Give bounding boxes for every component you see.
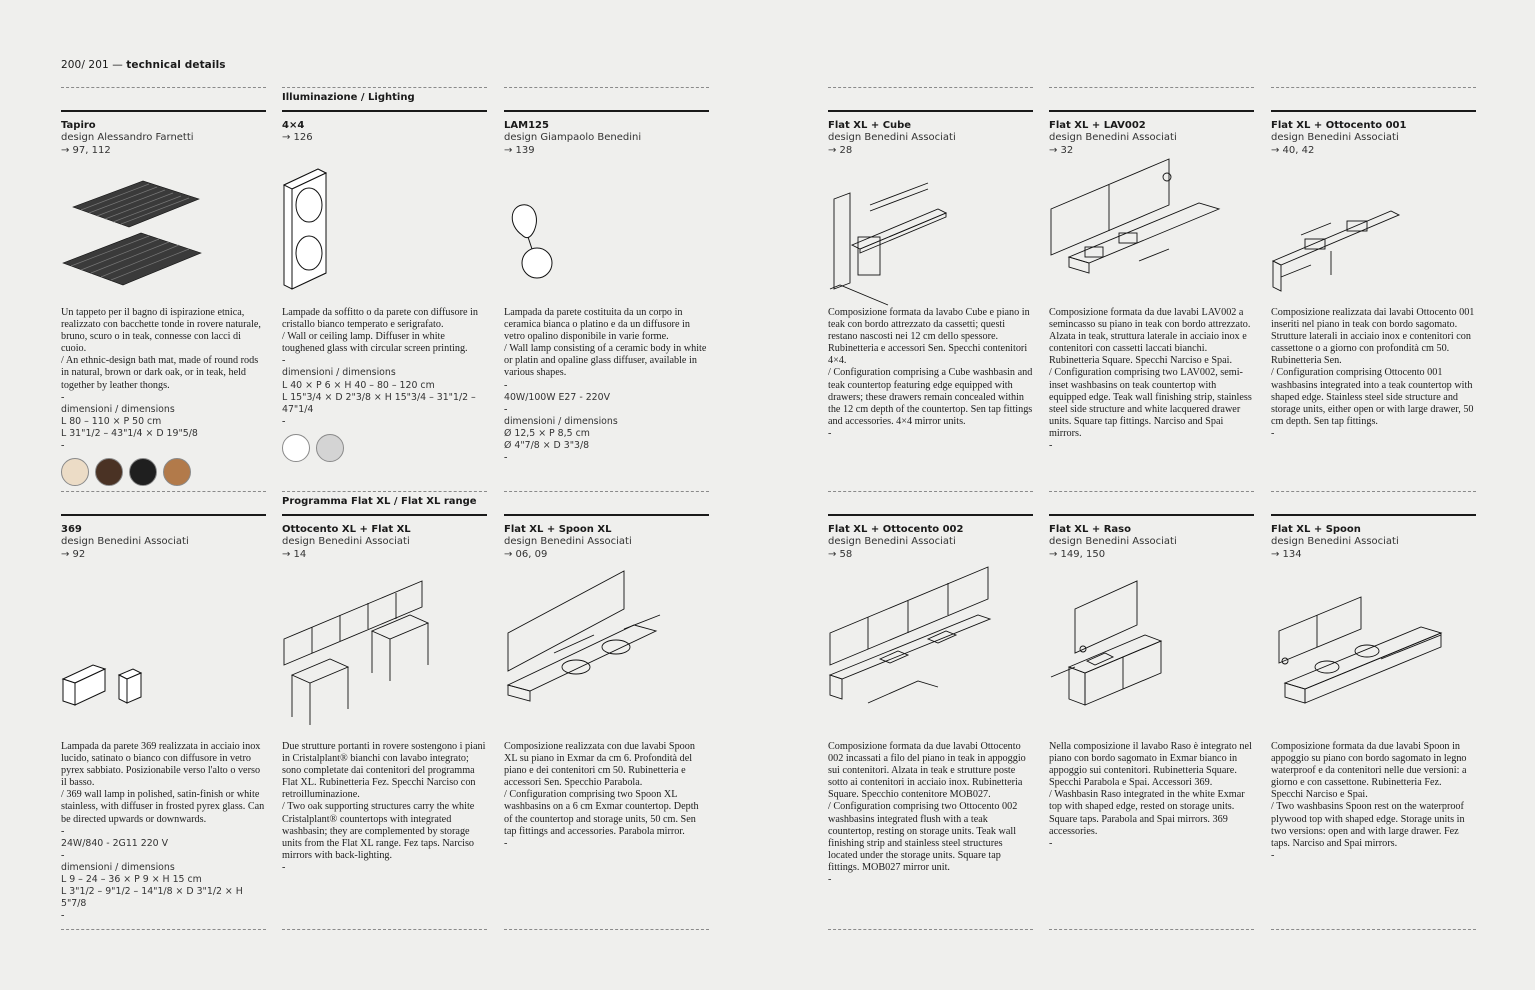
page-header — [61, 59, 226, 71]
description-en: / Configuration comprising two Ottocento 002 washbasins integrated flush with a teak countertop, resting on storage units. Teak wall finishing strip and stainless steel structures located under the storage units. Square tap fittings. MOB027 mirror unit. — [828, 801, 1018, 873]
description-en: / 369 wall lamp in polished, satin-finish or white stainless, with diffuser in frosted pyrex glass. Can be directed upwards or downwards. — [61, 789, 265, 825]
page-title: technical details — [126, 59, 226, 71]
product-name: Flat XL + Raso — [1049, 524, 1131, 535]
product-designer: design Benedini Associati — [828, 536, 956, 548]
product-369 — [61, 491, 266, 931]
divider — [504, 110, 709, 112]
dimensions-imperial: L 15"3/4 × D 2"3/8 × H 15"3/4 – 31"1/2 – 47"1/4 — [282, 391, 476, 415]
description-it: Lampade da soffitto o da parete con diffusore in cristallo bianco temperato e serigrafato. — [282, 307, 478, 331]
description-it: Lampada da parete 369 realizzata in acciaio inox lucido, satinato o bianco con diffusore in vetro pyrex sabbiato. Posizionabile verso l'alto o verso il basso. — [61, 741, 261, 789]
ottocento-xl-flat-xl-illustration — [282, 569, 487, 709]
product-page-ref[interactable]: → 28 — [828, 144, 853, 156]
product-meta — [828, 120, 1033, 157]
product-flat-xl-cube — [828, 87, 1033, 492]
divider — [282, 110, 487, 112]
product-flat-xl-spoon-xl — [504, 491, 709, 931]
product-page-ref[interactable]: → 58 — [828, 548, 853, 560]
product-name: Flat XL + Ottocento 002 — [828, 524, 964, 535]
product-name: LAM125 — [504, 120, 549, 131]
flat-xl-spoon-illustration — [1271, 569, 1476, 709]
product-meta — [61, 524, 266, 561]
tapiro-mat-illustration — [61, 165, 266, 305]
product-meta — [1049, 524, 1254, 561]
product-meta — [282, 524, 487, 561]
description-en: / Wall lamp consisting of a ceramic body in white or platin and opaline glass diffuser, available in various shapes. — [504, 343, 707, 379]
divider — [61, 110, 266, 112]
description-en: / Configuration comprising two Spoon XL washbasins on a 6 cm Exmar countertop. Depth of the countertop and storage units, 50 cm. Sen tap fittings and accessories. Parabola mirror. — [504, 789, 699, 837]
product-name: 4×4 — [282, 120, 305, 131]
product-page-ref[interactable]: → 134 — [1271, 548, 1302, 560]
product-description: Un tappeto per il bagno di ispirazione etnica, realizzato con bacchette tonde in rovere naturale, bruno, scuro o in teak, connesse con lacci di cuoio. / An ethnic-design bath mat, made of round rods in natural, brown or dark oak, or in teak, held together by leather thongs. - dimensioni / dimensions L 80 – 110 × P 50 cm L 31"1/2 – 43"1/4 × D 19"5/8 - — [61, 307, 266, 486]
divider — [504, 87, 709, 88]
product-flat-xl-lav002 — [1049, 87, 1254, 492]
product-name: 369 — [61, 524, 82, 535]
product-page-ref[interactable]: → 139 — [504, 144, 535, 156]
divider — [1049, 929, 1254, 930]
description-it: Composizione formata da due lavabi Ottocento 002 incassati a filo del piano in teak in appoggio sui contenitori. Alzata in teak e strutture poste sotto ai contenitori in acciaio inox. Rubinetteria Square. Specchio contenitore MOB027. — [828, 741, 1026, 801]
swatch-brown-oak[interactable] — [95, 458, 123, 486]
divider — [504, 929, 709, 930]
product-designer: design Benedini Associati — [1049, 536, 1177, 548]
product-meta — [61, 120, 266, 157]
product-flat-xl-ottocento-001 — [1271, 87, 1476, 492]
product-page-ref[interactable]: → 06, 09 — [504, 548, 548, 560]
swatch-teak[interactable] — [163, 458, 191, 486]
product-description: Due strutture portanti in rovere sostengono i piani in Cristalplant® bianchi con lavabo integrato; sono completate dai contenitori del programma Flat XL. Rubinetteria Fez. Specchi Narciso con retroilluminazione. / Two oak supporting structures carry the white Cristalplant® countertops with integrated washbasin; they are complemented by storage units from the Flat XL range. Fez taps. Narciso mirrors with back-lighting. - — [282, 741, 486, 873]
swatch-dark-oak[interactable] — [129, 458, 157, 486]
flat-xl-ottocento-001-illustration — [1271, 165, 1476, 305]
description-it: Composizione realizzata con due lavabi Spoon XL su piano in Exmar da cm 6. Profondità del piano e dei contenitori cm 50. Rubinetteria e accessori Sen. Specchio Parabola. — [504, 741, 695, 789]
product-meta — [282, 120, 487, 145]
product-designer: design Benedini Associati — [828, 132, 956, 144]
dimensions-metric: Ø 12,5 × P 8,5 cm — [504, 427, 590, 439]
dimensions-imperial: L 3"1/2 – 9"1/2 – 14"1/8 × D 3"1/2 × H 5"7/8 — [61, 886, 243, 910]
product-flat-xl-spoon — [1271, 491, 1476, 931]
divider — [828, 110, 1033, 112]
product-name: Flat XL + Cube — [828, 120, 912, 131]
swatch-natural-oak[interactable] — [61, 458, 89, 486]
product-name: Ottocento XL + Flat XL — [282, 524, 411, 535]
product-designer: design Benedini Associati — [1271, 536, 1399, 548]
description-it: Lampada da parete costituita da un corpo in ceramica bianca o platino e da un diffusore in vetro opalino disponibile in varie forme. — [504, 307, 690, 343]
dimensions-label: dimensioni / dimensions — [61, 403, 175, 415]
divider — [282, 491, 487, 492]
flat-xl-raso-illustration — [1049, 569, 1254, 709]
divider — [1049, 491, 1254, 492]
product-designer: design Benedini Associati — [1049, 132, 1177, 144]
product-name: Flat XL + LAV002 — [1049, 120, 1146, 131]
swatch-white[interactable] — [282, 434, 310, 462]
description-it: Composizione formata da lavabo Cube e piano in teak con bordo attrezzato da cassetti; questi restano nascosti nei 12 cm dello spessore. Rubinetteria e accessori Sen. Specchi contenitori 4×4. — [828, 307, 1030, 367]
divider — [61, 929, 266, 930]
dimensions-label: dimensioni / dimensions — [504, 415, 618, 427]
product-lam125 — [504, 87, 709, 492]
4x4-lamp-illustration — [282, 165, 487, 305]
product-designer: design Benedini Associati — [504, 536, 632, 548]
product-description: Lampada da parete costituita da un corpo in ceramica bianca o platino e da un diffusore in vetro opalino disponibile in varie forme. / Wall lamp consisting of a ceramic body in white or platin and opaline glass diffuser, available in various shapes. - 40W/100W E27 - 220V - dimensioni / dimensions Ø 12,5 × P 8,5 cm Ø 4"7/8 × D 3"3/8 - — [504, 307, 709, 464]
product-description: Nella composizione il lavabo Raso è integrato nel piano con bordo sagomato in Exmar bianco in appoggio sui contenitori. Rubinetteria Square. Specchi Parabola e Spai. Accessori 369. / Washbasin Raso integrated in the white Exmar top with shaped edge, rested on storage units. Square taps. Parabola and Spai mirrors. 369 accessories. - — [1049, 741, 1254, 850]
divider — [828, 514, 1033, 516]
dimensions-label: dimensioni / dimensions — [282, 367, 396, 379]
description-it: Nella composizione il lavabo Raso è integrato nel piano con bordo sagomato in Exmar bianco in appoggio sui contenitori. Rubinetteria Square. Specchi Parabola e Spai. Accessori 369. — [1049, 741, 1252, 789]
description-it: Un tappeto per il bagno di ispirazione etnica, realizzato con bacchette tonde in rovere naturale, bruno, scuro o in teak, connesse con lacci di cuoio. — [61, 307, 261, 355]
description-it: Composizione formata da due lavabi LAV002 a semincasso su piano in teak con bordo attrezzato. Alzata in teak, struttura laterale in acciaio inox e contenitori con cassetti laccati bianchi. Rubinetteria Square. Specchi Narciso e Spai. — [1049, 307, 1251, 367]
product-page-ref[interactable]: → 97, 112 — [61, 144, 111, 156]
product-name: Flat XL + Spoon — [1271, 524, 1361, 535]
product-meta — [1049, 120, 1254, 157]
divider — [61, 491, 266, 492]
product-tapiro — [61, 87, 266, 492]
divider — [828, 87, 1033, 88]
flat-xl-spoon-xl-illustration — [504, 569, 709, 709]
product-description: Composizione formata da due lavabi LAV002 a semincasso su piano in teak con bordo attrezzato. Alzata in teak, struttura laterale in acciaio inox e contenitori con cassetti laccati bianchi. Rubinetteria Square. Specchi Narciso e Spai. / Configuration comprising two LAV002, semi-inset washbasins on teak countertop with equipped edge. Teak wall finishing strip, stainless steel side structure and white lacquered drawer units. Square tap fittings. Narciso and Spai mirrors. - — [1049, 307, 1254, 452]
product-designer: design Benedini Associati — [282, 536, 410, 548]
product-meta — [828, 524, 1033, 561]
product-designer: design Alessandro Farnetti — [61, 132, 194, 144]
divider — [282, 929, 487, 930]
section-title-lighting: Illuminazione / Lighting — [282, 92, 415, 103]
lamp-spec: 40W/100W E27 - 220V — [504, 391, 611, 403]
product-page-ref[interactable]: → 32 — [1049, 144, 1074, 156]
divider — [282, 514, 487, 516]
product-designer: design Benedini Associati — [1271, 132, 1399, 144]
page-numbers: 200/ 201 — — [61, 59, 123, 71]
divider — [504, 514, 709, 516]
product-page-ref[interactable]: → 149, 150 — [1049, 548, 1106, 560]
description-en: / An ethnic-design bath mat, made of round rods in natural, brown or dark oak, or in teak, held together by leather thongs. — [61, 355, 259, 391]
divider — [828, 491, 1033, 492]
divider — [1271, 491, 1476, 492]
product-page-ref[interactable]: → 126 — [282, 132, 313, 144]
divider — [1049, 514, 1254, 516]
product-meta — [504, 524, 709, 561]
description-it: Composizione realizzata dai lavabi Ottocento 001 inseriti nel piano in teak con bordo sagomato. Strutture laterali in acciaio inox e contenitori con cassettone o a giorno con profondità cm 50. Rubinetteria Sen. — [1271, 307, 1475, 367]
product-meta — [504, 120, 709, 157]
product-meta — [1271, 524, 1476, 561]
product-description: Composizione realizzata con due lavabi Spoon XL su piano in Exmar da cm 6. Profondità del piano e dei contenitori cm 50. Rubinetteria e accessori Sen. Specchio Parabola. / Configuration comprising two Spoon XL washbasins on a 6 cm Exmar countertop. Depth of the countertop and storage units, 50 cm. Sen tap fittings and accessories. Parabola mirror. - — [504, 741, 709, 850]
product-page-ref[interactable]: → 14 — [282, 548, 307, 560]
product-flat-xl-ottocento-002 — [828, 491, 1033, 931]
product-description: Lampada da parete 369 realizzata in acciaio inox lucido, satinato o bianco con diffusore in vetro pyrex sabbiato. Posizionabile verso l'alto o verso il basso. / 369 wall lamp in polished, satin-finish or white stainless, with diffuser in frosted pyrex glass. Can be directed upwards or downwards. - 24W/840 - 2G11 220 V - dimensioni / dimensions L 9 – 24 – 36 × P 9 × H 15 cm L 3"1/2 – 9"1/2 – 14"1/8 × D 3"1/2 × H 5"7/8 - — [61, 741, 265, 922]
369-lamp-illustration — [61, 569, 266, 709]
description-en: / Configuration comprising Ottocento 001 washbasins integrated into a teak countertop with shaped edge. Stainless steel side structure and storage units, either open or with large drawer, 50 cm depth. Sen tap fittings. — [1271, 367, 1474, 427]
product-designer: design Giampaolo Benedini — [504, 132, 642, 144]
flat-xl-cube-illustration — [828, 165, 1033, 305]
product-page-ref[interactable]: → 92 — [61, 548, 86, 560]
description-en: / Washbasin Raso integrated in the white Exmar top with shaped edge, rested on storage units. Square taps. Parabola and Spai mirrors. 369 accessories. — [1049, 789, 1245, 837]
divider — [1049, 110, 1254, 112]
divider — [828, 929, 1033, 930]
product-name: Flat XL + Spoon XL — [504, 524, 612, 535]
product-meta — [1271, 120, 1476, 157]
dimensions-metric: L 80 – 110 × P 50 cm — [61, 415, 162, 427]
divider — [1271, 110, 1476, 112]
dimensions-metric: L 40 × P 6 × H 40 – 80 – 120 cm — [282, 379, 435, 391]
product-description: Composizione formata da due lavabi Ottocento 002 incassati a filo del piano in teak in appoggio sui contenitori. Alzata in teak e strutture poste sotto ai contenitori in acciaio inox. Rubinetteria Square. Specchio contenitore MOB027. / Configuration comprising two Ottocento 002 washbasins integrated flush with a teak countertop, resting on storage units. Teak wall finishing strip and stainless steel structures located under the storage units. Square tap fittings. MOB027 mirror unit. - — [828, 741, 1033, 886]
divider — [1271, 929, 1476, 930]
dimensions-imperial: Ø 4"7/8 × D 3"3/8 — [504, 440, 590, 452]
product-description: Composizione formata da due lavabi Spoon in appoggio su piano con bordo sagomato in legno waterproof e da contenitori nelle due versioni: a giorno e con cassettone. Rubinetteria Fez. Specchi Narciso e Spai. / Two washbasins Spoon rest on the waterproof plywood top with shaped edge. Storage units in two versions: open and with large drawer. Fez taps. Narciso and Spai mirrors. - — [1271, 741, 1476, 862]
description-en: / Configuration comprising a Cube washbasin and teak countertop featuring edge equipped with drawers; these drawers remain concealed within the 12 cm depth of the countertop. Sen tap fittings and accessories. 4×4 mirror units. — [828, 367, 1033, 427]
flat-xl-lav002-illustration — [1049, 165, 1254, 305]
product-designer: design Benedini Associati — [61, 536, 189, 548]
product-name: Flat XL + Ottocento 001 — [1271, 120, 1407, 131]
swatch-grey[interactable] — [316, 434, 344, 462]
flat-xl-ottocento-002-illustration — [828, 569, 1033, 709]
product-4x4 — [282, 87, 487, 492]
description-en: / Configuration comprising two LAV002, semi-inset washbasins on teak countertop with equipped edge. Teak wall finishing strip, stainless steel side structure and white lacquered drawer units. Square tap fittings. Narciso and Spai mirrors. — [1049, 367, 1252, 439]
product-name: Tapiro — [61, 120, 96, 131]
description-en: / Two washbasins Spoon rest on the waterproof plywood top with shaped edge. Storage units in two versions: open and with large drawer. Fez taps. Narciso and Spai mirrors. — [1271, 801, 1465, 849]
description-it: Composizione formata da due lavabi Spoon in appoggio su piano con bordo sagomato in legno waterproof e da contenitori nelle due versioni: a giorno e con cassettone. Rubinetteria Fez. Specchi Narciso e Spai. — [1271, 741, 1467, 801]
divider — [282, 87, 487, 88]
divider — [1271, 87, 1476, 88]
divider — [1049, 87, 1254, 88]
description-en: / Wall or ceiling lamp. Diffuser in white toughened glass with circular screen printing. — [282, 331, 468, 355]
divider — [61, 87, 266, 88]
product-description: Lampade da soffitto o da parete con diffusore in cristallo bianco temperato e serigrafato. / Wall or ceiling lamp. Diffuser in white toughened glass with circular screen printing. - dimensioni / dimensions L 40 × P 6 × H 40 – 80 – 120 cm L 15"3/4 × D 2"3/8 × H 15"3/4 – 31"1/2 – 47"1/4 - — [282, 307, 487, 462]
product-flat-xl-raso — [1049, 491, 1254, 931]
product-page-ref[interactable]: → 40, 42 — [1271, 144, 1315, 156]
section-title-flat-xl: Programma Flat XL / Flat XL range — [282, 496, 477, 507]
finish-swatches — [282, 434, 487, 462]
description-it: Due strutture portanti in rovere sostengono i piani in Cristalplant® bianchi con lavabo integrato; sono completate dai contenitori del programma Flat XL. Rubinetteria Fez. Specchi Narciso con retroilluminazione. — [282, 741, 486, 801]
lam125-lamp-illustration — [504, 165, 709, 305]
divider — [1271, 514, 1476, 516]
product-ottocento-xl-flat-xl — [282, 491, 487, 931]
finish-swatches — [61, 458, 266, 486]
dimensions-metric: L 9 – 24 – 36 × P 9 × H 15 cm — [61, 874, 202, 886]
description-en: / Two oak supporting structures carry the white Cristalplant® countertops with integrated washbasin; they are complemented by storage units from the Flat XL range. Fez taps. Narciso mirrors with back-lighting. — [282, 801, 475, 861]
product-description: Composizione formata da lavabo Cube e piano in teak con bordo attrezzato da cassetti; questi restano nascosti nei 12 cm dello spessore. Rubinetteria e accessori Sen. Specchi contenitori 4×4. / Configuration comprising a Cube washbasin and teak countertop featuring edge equipped with drawers; these drawers remain concealed within the 12 cm depth of the countertop. Sen tap fittings and accessories. 4×4 mirror units. - — [828, 307, 1033, 439]
lamp-spec: 24W/840 - 2G11 220 V — [61, 837, 169, 849]
dimensions-label: dimensioni / dimensions — [61, 861, 175, 873]
dimensions-imperial: L 31"1/2 – 43"1/4 × D 19"5/8 — [61, 427, 198, 439]
divider — [61, 514, 266, 516]
product-description: Composizione realizzata dai lavabi Ottocento 001 inseriti nel piano in teak con bordo sagomato. Strutture laterali in acciaio inox e contenitori con cassettone o a giorno con profondità cm 50. Rubinetteria Sen. / Configuration comprising Ottocento 001 washbasins integrated into a teak countertop with shaped edge. Stainless steel side structure and storage units, either open or with large drawer, 50 cm depth. Sen tap fittings. - — [1271, 307, 1475, 439]
divider — [504, 491, 709, 492]
